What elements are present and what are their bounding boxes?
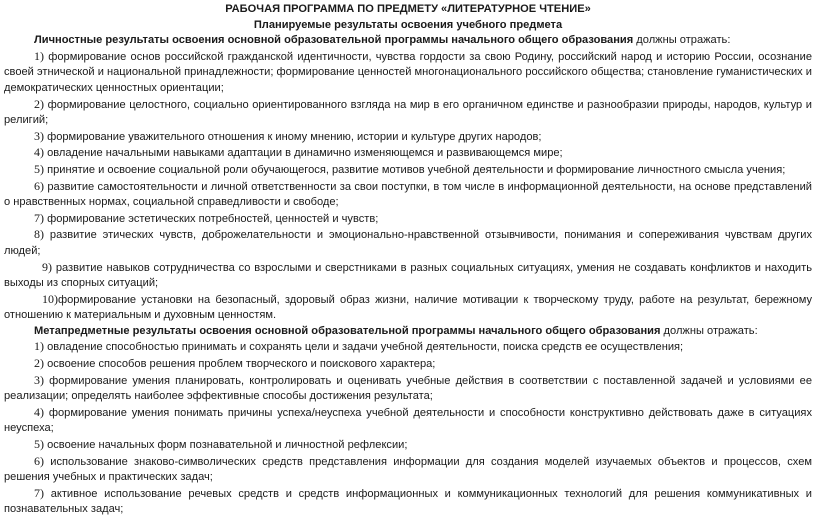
document-title: РАБОЧАЯ ПРОГРАММА ПО ПРЕДМЕТУ «ЛИТЕРАТУРНОЕ ЧТЕНИЕ» (225, 3, 591, 15)
item-text: формирование уважительного отношения к иному мнению, истории и культуре других народов; (44, 130, 542, 143)
item-number: 1) (34, 339, 44, 354)
personal-item-6 (4, 179, 812, 211)
item-number: 4) (34, 404, 44, 419)
item-text: формирование целостного, социально ориентированного взгляда на мир в его органичном единстве и разнообразии природы, народов, культур и религий; (4, 98, 812, 127)
meta-item-3 (4, 373, 812, 405)
personal-item-4 (4, 145, 812, 162)
item-number: 9) (42, 259, 52, 274)
personal-item-9 (4, 260, 812, 292)
meta-item-6 (4, 454, 812, 486)
meta-item-1 (4, 339, 812, 356)
personal-item-3 (4, 129, 812, 146)
meta-heading-bold: Метапредметные результаты освоения основной образовательной программы начального общего образования (34, 324, 661, 337)
meta-item-5 (4, 437, 812, 454)
item-text: активное использование речевых средств и средств информационных и коммуникационных технологий для решения коммуникативных и познавательных задач; (4, 487, 812, 516)
item-number: 8) (34, 227, 44, 242)
personal-item-5 (4, 162, 812, 179)
item-number: 6) (34, 453, 44, 468)
item-number: 5) (34, 437, 44, 452)
meta-item-7 (4, 486, 812, 518)
personal-item-8 (4, 227, 812, 259)
item-text: принятие и освоение социальной роли обучающегося, развитие мотивов учебной деятельности и формирование личностного смысла учения; (44, 163, 786, 176)
item-text: развитие этических чувств, доброжелательности и эмоционально-нравственной отзывчивости, понимания и сопереживания чувствам других людей; (4, 229, 812, 257)
item-number: 2) (34, 96, 44, 111)
meta-results-heading (4, 324, 812, 340)
item-text: формирование умения планировать, контролировать и оценивать учебные действия в соответствии с поставленной задачей и условиями ее реализации; определять наиболее эффективные способы достижения результата; (4, 374, 812, 403)
item-text: формирование основ российской гражданской идентичности, чувства гордости за свою Родину, российский народ и историю России, осознание своей этнической и национальной принадлежности; формирование ценностей многонационального российского общества; становление гуманистических и демократических ценностных ориентации; (4, 50, 812, 94)
item-text: овладение начальными навыками адаптации в динамично изменяющемся и развивающемся мире; (44, 147, 563, 160)
item-text: освоение начальных форм познавательной и личностной рефлексии; (44, 439, 408, 452)
item-text: развитие самостоятельности и личной ответственности за свои поступки, в том числе в информационной деятельности, на основе представлений о нравственных нормах, социальной справедливости и свободе; (4, 180, 812, 209)
personal-results-heading (4, 33, 812, 49)
item-text: освоение способов решения проблем творческого и поискового характера; (44, 358, 436, 371)
meta-item-4 (4, 405, 812, 437)
item-number: 7) (34, 485, 44, 500)
item-text: развитие навыков сотрудничества со взрослыми и сверстниками в разных социальных ситуациях, умения не создавать конфликтов и находить выходы из спорных ситуаций; (4, 261, 812, 290)
item-number: 3) (34, 372, 44, 387)
item-text: использование знаково-символических средств представления информации для создания моделей изучаемых объектов и процессов, схем решения учебных и практических задач; (4, 455, 812, 484)
item-text: формирование установки на безопасный, здоровый образ жизни, наличие мотивации к творческому труду, работе на результат, бережному отношению к материальным и духовным ценностям. (4, 293, 812, 322)
meta-item-2 (4, 356, 812, 373)
personal-heading-bold: Личностные результаты освоения основной образовательной программы начального общего образования (34, 34, 634, 47)
item-text: формирование умения понимать причины успеха/неуспеха учебной деятельности и способности конструктивно действовать даже в ситуациях неуспеха; (4, 406, 812, 435)
item-text: формирование эстетических потребностей, ценностей и чувств; (44, 212, 379, 225)
item-number: 3) (34, 128, 44, 143)
personal-heading-tail: должны отражать: (633, 34, 731, 47)
personal-item-2 (4, 97, 812, 129)
personal-item-10 (4, 292, 812, 324)
item-number: 2) (34, 356, 44, 371)
item-number: 1) (34, 48, 44, 63)
meta-heading-tail: должны отражать: (660, 324, 758, 337)
personal-item-1 (4, 49, 812, 97)
item-number: 6) (34, 178, 44, 193)
item-number: 4) (34, 145, 44, 160)
item-number: 7) (34, 210, 44, 225)
personal-item-7 (4, 211, 812, 228)
item-number: 5) (34, 161, 44, 176)
item-number: 10) (42, 291, 58, 306)
document-subtitle: Планируемые результаты освоения учебного предмета (253, 18, 563, 31)
item-text: овладение способностью принимать и сохранять цели и задачи учебной деятельности, поиска средств ее осуществления; (44, 341, 684, 354)
